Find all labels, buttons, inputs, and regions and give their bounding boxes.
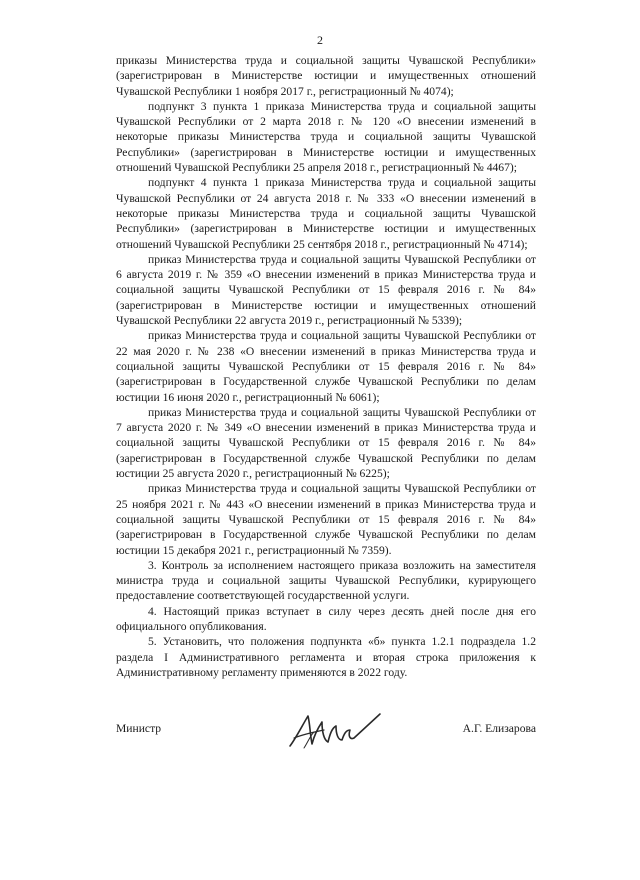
signatory-title: Министр [116,722,162,735]
paragraph: приказы Министерства труда и социальной защиты Чувашской Республики» (зарегистрирован в Министерстве юстиции и имущественных отношений Чувашской Республики 1 ноября 2017 г., регистрационный № 4074); [116,54,536,98]
handwritten-signature [284,708,384,756]
page-number: 2 [317,33,323,47]
paragraph: приказ Министерства труда и социальной защиты Чувашской Республики от 6 августа 2019 г. № 359 «О внесении изменений в приказ Министерства труда и социальной защиты Чувашской Республики от 15 февраля 2016 г. № 84» (зарегистрирован в Министерстве юстиции и имущественных отношений Чувашской Республики 22 августа 2019 г., регистрационный № 5339); [116,252,536,328]
document-body [116,53,536,680]
paragraph: 4. Настоящий приказ вступает в силу через десять дней после дня его официального опубликования. [116,604,536,633]
paragraph: подпункт 4 пункта 1 приказа Министерства труда и социальной защиты Чувашской Республики от 24 августа 2018 г. № 333 «О внесении изменений в некоторые приказы Министерства труда и социальной защиты Чувашской Республики» (зарегистрирован в Министерстве юстиции и имущественных отношений Чувашской Республики 25 сентября 2018 г., регистрационный № 4714); [116,176,536,251]
paragraph: приказ Министерства труда и социальной защиты Чувашской Республики от 22 мая 2020 г. № 238 «О внесении изменений в приказ Министерства труда и социальной защиты Чувашской Республики от 15 февраля 2016 г. № 84» (зарегистрирован в Государственной службе Чувашской Республики по делам юстиции 16 июня 2020 г., регистрационный № 6061); [116,329,536,404]
paragraph: 3. Контроль за исполнением настоящего приказа возложить на заместителя министра труда и социальной защиты Чувашской Республики, курирующего предоставление соответствующей государственной услуги. [116,558,536,603]
paragraph: подпункт 3 пункта 1 приказа Министерства труда и социальной защиты Чувашской Республики от 2 марта 2018 г. № 120 «О внесении изменений в некоторые приказы Министерства труда и социальной защиты Чувашской Республики» (зарегистрирован в Министерстве юстиции и имущественных отношений Чувашской Республики 25 апреля 2018 г., регистрационный № 4467); [116,99,536,175]
paragraph: приказ Министерства труда и социальной защиты Чувашской Республики от 25 ноября 2021 г. № 443 «О внесении изменений в приказ Министерства труда и социальной защиты Чувашской Республики от 15 февраля 2016 г. № 84» (зарегистрирован в Государственной службе Чувашской Республики по делам юстиции 15 декабря 2021 г., регистрационный № 7359). [116,482,536,557]
signatory-name: А.Г. Елизарова [462,722,536,735]
paragraph: 5. Установить, что положения подпункта «б» пункта 1.2.1 подраздела 1.2 раздела I Административного регламента и вторая строка приложения к Административному регламенту применяются в 2022 году. [116,635,536,679]
paragraph: приказ Министерства труда и социальной защиты Чувашской Республики от 7 августа 2020 г. № 349 «О внесении изменений в приказ Министерства труда и социальной защиты Чувашской Республики от 15 февраля 2016 г. № 84» (зарегистрирован в Государственной службе Чувашской Республики по делам юстиции 25 августа 2020 г., регистрационный № 6225); [116,405,536,481]
signature-block [116,708,536,758]
